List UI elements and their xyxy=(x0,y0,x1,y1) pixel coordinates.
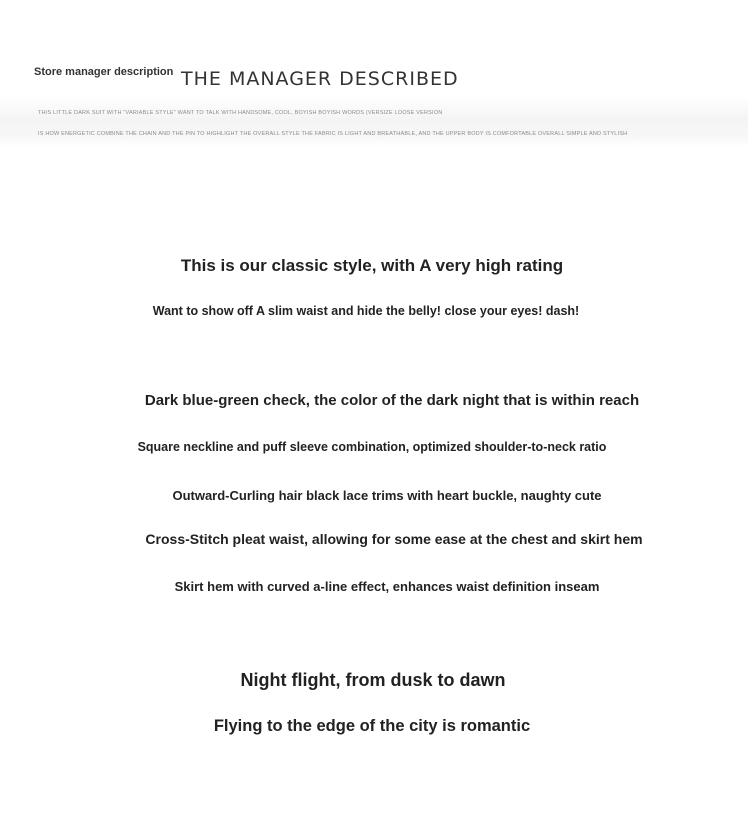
night-flight-heading: Night flight, from dusk to dawn xyxy=(240,670,506,690)
banner-line-1: THIS LITTLE DARK SUIT WITH "VARIABLE STYLE" WANT TO TALK WITH HANDSOME, COOL, BOYISH BOYISH WORDS (VERSIZE LOOSE VERSION xyxy=(38,110,443,116)
classic-style-heading: This is our classic style, with A very high rating xyxy=(180,256,564,275)
pleat-waist-text: Cross-Stitch pleat waist, allowing for some ease at the chest and skirt hem xyxy=(145,531,643,547)
slim-waist-text: Want to show off A slim waist and hide the belly! close your eyes! dash! xyxy=(152,304,580,318)
lace-trim-text: Outward-Curling hair black lace trims with heart buckle, naughty cute xyxy=(172,488,602,503)
banner-line-2: IS HOW ENERGETIC COMBINE THE CHAIN AND THE PIN TO HIGHLIGHT THE OVERALL STYLE THE FABRIC IS LIGHT AND BREATHABLE, AND THE UPPER BODY IS COMFORTABLE OVERALL SIMPLE AND STYLISH xyxy=(38,131,628,137)
skirt-hem-text: Skirt hem with curved a-line effect, enhances waist definition inseam xyxy=(174,579,600,594)
store-manager-label: Store manager description xyxy=(34,66,174,78)
check-color-heading: Dark blue-green check, the color of the dark night that is within reach xyxy=(144,392,640,409)
square-neckline-text: Square neckline and puff sleeve combination, optimized shoulder-to-neck ratio xyxy=(137,440,607,454)
city-edge-heading: Flying to the edge of the city is romantic xyxy=(213,717,531,735)
description-banner xyxy=(0,97,748,147)
manager-described-title: THE MANAGER DESCRIBED xyxy=(181,68,459,90)
